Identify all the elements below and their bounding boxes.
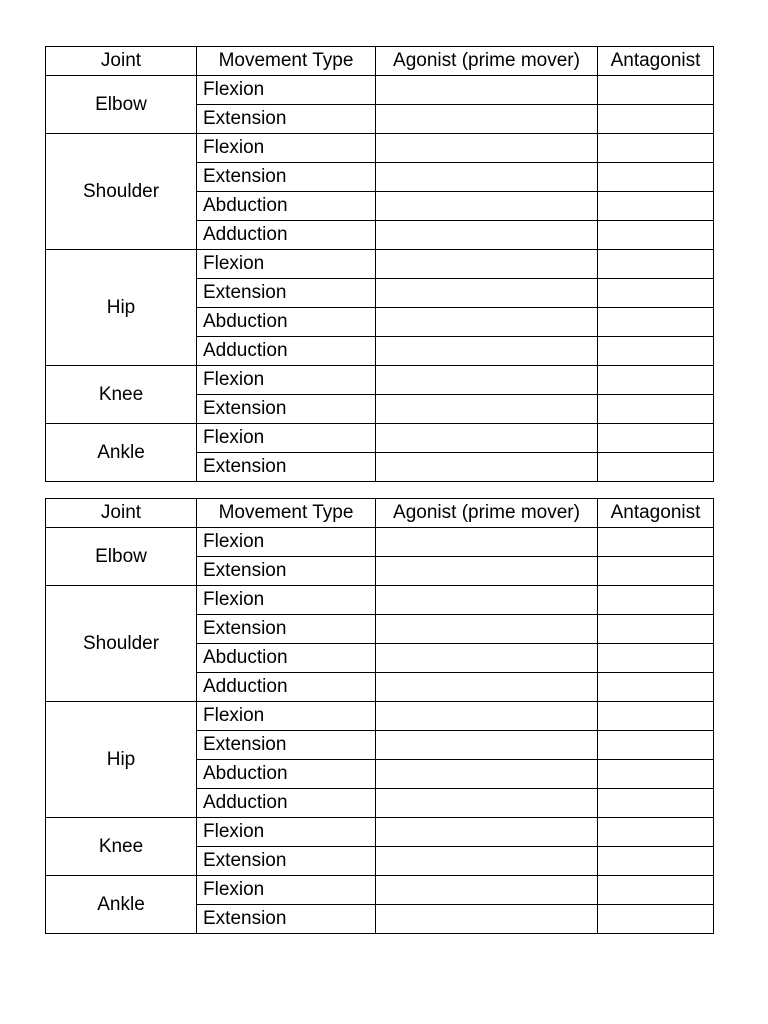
header-row bbox=[46, 47, 714, 76]
table-row bbox=[46, 876, 714, 905]
antagonist-cell[interactable] bbox=[598, 134, 714, 163]
table-row bbox=[46, 818, 714, 847]
movement-cell: Flexion bbox=[197, 366, 376, 395]
joint-cell: Knee bbox=[46, 366, 197, 424]
joint-cell: Ankle bbox=[46, 876, 197, 934]
movement-cell: Extension bbox=[197, 163, 376, 192]
antagonist-cell[interactable] bbox=[598, 105, 714, 134]
antagonist-cell[interactable] bbox=[598, 789, 714, 818]
muscle-worksheet-table-1 bbox=[45, 46, 714, 482]
agonist-cell[interactable] bbox=[376, 731, 598, 760]
agonist-cell[interactable] bbox=[376, 557, 598, 586]
table-row bbox=[46, 528, 714, 557]
agonist-cell[interactable] bbox=[376, 192, 598, 221]
movement-cell: Flexion bbox=[197, 76, 376, 105]
antagonist-cell[interactable] bbox=[598, 221, 714, 250]
antagonist-cell[interactable] bbox=[598, 366, 714, 395]
antagonist-cell[interactable] bbox=[598, 876, 714, 905]
movement-cell: Flexion bbox=[197, 818, 376, 847]
agonist-cell[interactable] bbox=[376, 424, 598, 453]
agonist-cell[interactable] bbox=[376, 760, 598, 789]
antagonist-cell[interactable] bbox=[598, 279, 714, 308]
movement-cell: Flexion bbox=[197, 586, 376, 615]
movement-cell: Flexion bbox=[197, 528, 376, 557]
table-row bbox=[46, 424, 714, 453]
header-agonist: Agonist (prime mover) bbox=[376, 499, 598, 528]
agonist-cell[interactable] bbox=[376, 876, 598, 905]
agonist-cell[interactable] bbox=[376, 818, 598, 847]
joint-cell: Ankle bbox=[46, 424, 197, 482]
agonist-cell[interactable] bbox=[376, 789, 598, 818]
agonist-cell[interactable] bbox=[376, 673, 598, 702]
movement-cell: Flexion bbox=[197, 424, 376, 453]
antagonist-cell[interactable] bbox=[598, 395, 714, 424]
header-joint: Joint bbox=[46, 499, 197, 528]
table-row bbox=[46, 586, 714, 615]
movement-cell: Extension bbox=[197, 847, 376, 876]
antagonist-cell[interactable] bbox=[598, 528, 714, 557]
movement-cell: Flexion bbox=[197, 250, 376, 279]
movement-cell: Abduction bbox=[197, 760, 376, 789]
agonist-cell[interactable] bbox=[376, 644, 598, 673]
header-movement-type: Movement Type bbox=[197, 499, 376, 528]
antagonist-cell[interactable] bbox=[598, 731, 714, 760]
antagonist-cell[interactable] bbox=[598, 308, 714, 337]
movement-cell: Abduction bbox=[197, 308, 376, 337]
agonist-cell[interactable] bbox=[376, 586, 598, 615]
antagonist-cell[interactable] bbox=[598, 163, 714, 192]
agonist-cell[interactable] bbox=[376, 702, 598, 731]
joint-cell: Shoulder bbox=[46, 134, 197, 250]
agonist-cell[interactable] bbox=[376, 366, 598, 395]
table-row bbox=[46, 250, 714, 279]
antagonist-cell[interactable] bbox=[598, 586, 714, 615]
table-row bbox=[46, 134, 714, 163]
joint-cell: Knee bbox=[46, 818, 197, 876]
agonist-cell[interactable] bbox=[376, 308, 598, 337]
agonist-cell[interactable] bbox=[376, 105, 598, 134]
joint-cell: Shoulder bbox=[46, 586, 197, 702]
antagonist-cell[interactable] bbox=[598, 453, 714, 482]
movement-cell: Extension bbox=[197, 905, 376, 934]
movement-cell: Extension bbox=[197, 615, 376, 644]
agonist-cell[interactable] bbox=[376, 453, 598, 482]
movement-cell: Abduction bbox=[197, 644, 376, 673]
antagonist-cell[interactable] bbox=[598, 760, 714, 789]
agonist-cell[interactable] bbox=[376, 279, 598, 308]
agonist-cell[interactable] bbox=[376, 163, 598, 192]
movement-cell: Extension bbox=[197, 453, 376, 482]
antagonist-cell[interactable] bbox=[598, 557, 714, 586]
joint-cell: Elbow bbox=[46, 76, 197, 134]
antagonist-cell[interactable] bbox=[598, 847, 714, 876]
antagonist-cell[interactable] bbox=[598, 615, 714, 644]
movement-cell: Flexion bbox=[197, 702, 376, 731]
header-joint: Joint bbox=[46, 47, 197, 76]
agonist-cell[interactable] bbox=[376, 76, 598, 105]
movement-cell: Adduction bbox=[197, 337, 376, 366]
agonist-cell[interactable] bbox=[376, 528, 598, 557]
joint-cell: Hip bbox=[46, 702, 197, 818]
movement-cell: Extension bbox=[197, 557, 376, 586]
joint-cell: Elbow bbox=[46, 528, 197, 586]
antagonist-cell[interactable] bbox=[598, 673, 714, 702]
antagonist-cell[interactable] bbox=[598, 818, 714, 847]
antagonist-cell[interactable] bbox=[598, 192, 714, 221]
movement-cell: Adduction bbox=[197, 221, 376, 250]
agonist-cell[interactable] bbox=[376, 250, 598, 279]
table-row bbox=[46, 702, 714, 731]
movement-cell: Flexion bbox=[197, 134, 376, 163]
header-antagonist: Antagonist bbox=[598, 47, 714, 76]
movement-cell: Abduction bbox=[197, 192, 376, 221]
agonist-cell[interactable] bbox=[376, 221, 598, 250]
movement-cell: Extension bbox=[197, 105, 376, 134]
agonist-cell[interactable] bbox=[376, 615, 598, 644]
header-agonist: Agonist (prime mover) bbox=[376, 47, 598, 76]
movement-cell: Extension bbox=[197, 279, 376, 308]
antagonist-cell[interactable] bbox=[598, 702, 714, 731]
antagonist-cell[interactable] bbox=[598, 905, 714, 934]
antagonist-cell[interactable] bbox=[598, 644, 714, 673]
antagonist-cell[interactable] bbox=[598, 337, 714, 366]
agonist-cell[interactable] bbox=[376, 337, 598, 366]
agonist-cell[interactable] bbox=[376, 395, 598, 424]
antagonist-cell[interactable] bbox=[598, 76, 714, 105]
movement-cell: Adduction bbox=[197, 789, 376, 818]
movement-cell: Flexion bbox=[197, 876, 376, 905]
agonist-cell[interactable] bbox=[376, 905, 598, 934]
agonist-cell[interactable] bbox=[376, 134, 598, 163]
table-row bbox=[46, 366, 714, 395]
header-antagonist: Antagonist bbox=[598, 499, 714, 528]
agonist-cell[interactable] bbox=[376, 847, 598, 876]
table-row bbox=[46, 76, 714, 105]
antagonist-cell[interactable] bbox=[598, 250, 714, 279]
movement-cell: Extension bbox=[197, 395, 376, 424]
header-movement-type: Movement Type bbox=[197, 47, 376, 76]
movement-cell: Adduction bbox=[197, 673, 376, 702]
joint-cell: Hip bbox=[46, 250, 197, 366]
muscle-worksheet-table-2 bbox=[45, 498, 714, 934]
header-row bbox=[46, 499, 714, 528]
antagonist-cell[interactable] bbox=[598, 424, 714, 453]
movement-cell: Extension bbox=[197, 731, 376, 760]
